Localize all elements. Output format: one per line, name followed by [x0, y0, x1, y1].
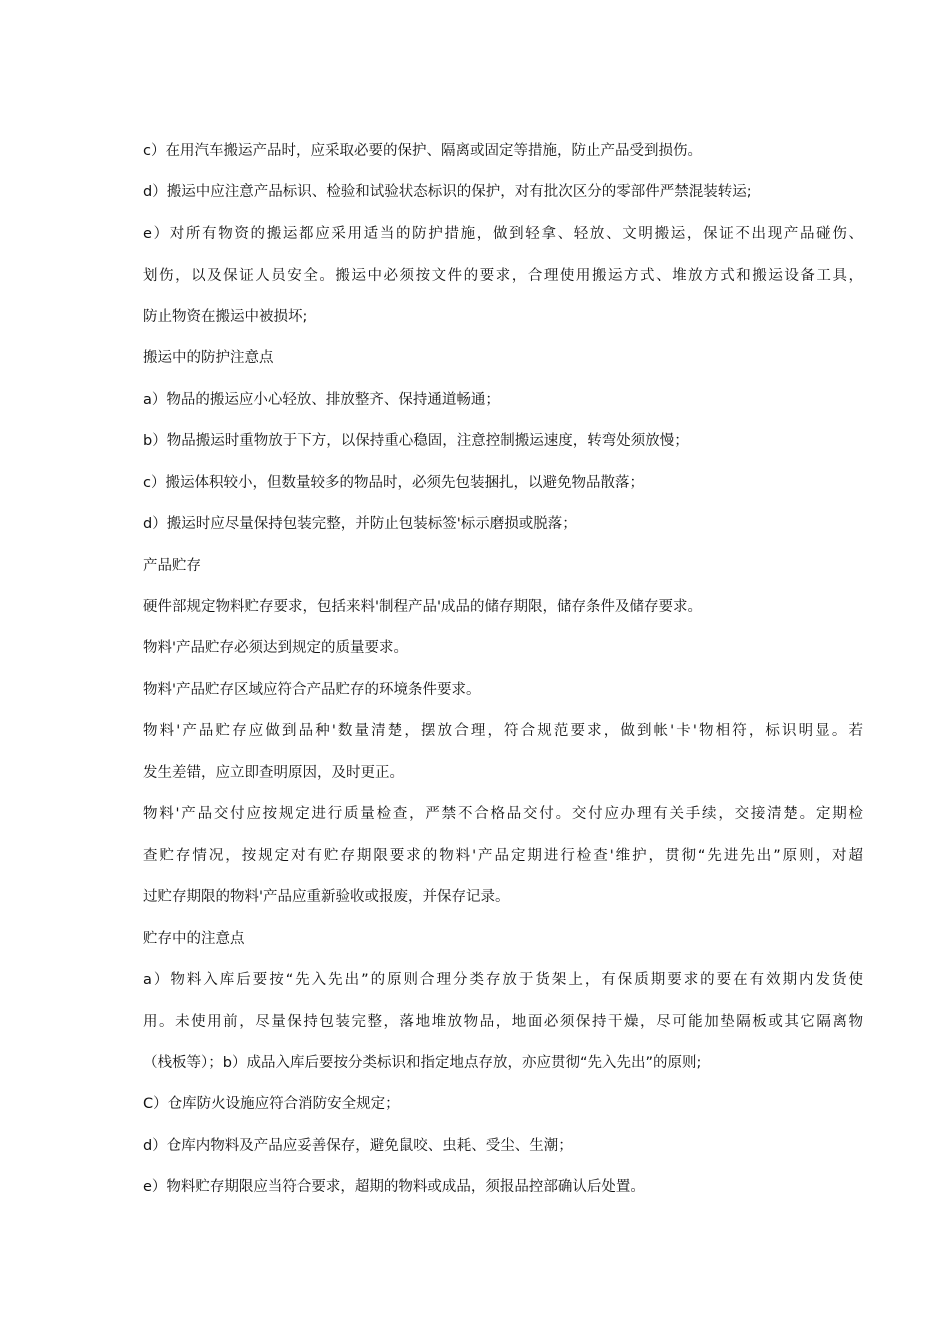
text-line: 划伤，以及保证人员安全。搬运中必须按文件的要求，合理使用搬运方式、堆放方式和搬运设备工具， [143, 268, 863, 284]
text-line: a）物品的搬运应小心轻放、排放整齐、保持通道畅通； [143, 392, 500, 408]
text-line: 发生差错，应立即查明原因，及时更正。 [143, 765, 404, 781]
text-line: （栈板等）；b）成品入库后要按分类标识和指定地点存放，亦应贯彻“先入先出”的原则; [143, 1055, 702, 1071]
text-line: 物料'产品贮存区域应符合产品贮存的环境条件要求。 [143, 682, 481, 698]
text-line: c）在用汽车搬运产品时，应采取必要的保护、隔离或固定等措施，防止产品受到损伤。 [143, 143, 702, 159]
text-line: d）搬运时应尽量保持包装完整，并防止包装标签'标示磨损或脱落； [143, 516, 577, 532]
text-line: 用。未使用前，尽量保持包装完整，落地堆放物品，地面必须保持干燥，尽可能加垫隔板或其它隔离物 [143, 1014, 863, 1030]
text-line: 物料'产品贮存必须达到规定的质量要求。 [143, 640, 408, 656]
text-line: d）仓库内物料及产品应妥善保存，避免鼠咬、虫耗、受尘、生潮； [143, 1138, 573, 1154]
text-line: a）物料入库后要按“先入先出”的原则合理分类存放于货架上，有保质期要求的要在有效期内发货使 [143, 972, 863, 988]
text-line: 物料'产品交付应按规定进行质量检查，严禁不合格品交付。交付应办理有关手续，交接清楚。定期检 [143, 806, 863, 822]
text-line: c）搬运体积较小，但数量较多的物品时，必须先包装捆扎，以避免物品散落； [143, 475, 644, 491]
text-line: e）物料贮存期限应当符合要求，超期的物料或成品，须报品控部确认后处置。 [143, 1179, 645, 1195]
section-heading: 搬运中的防护注意点 [143, 350, 274, 366]
text-line: 过贮存期限的物料'产品应重新验收或报废，并保存记录。 [143, 889, 510, 905]
text-line: d）搬运中应注意产品标识、检验和试验状态标识的保护，对有批次区分的零部件严禁混装转运; [143, 184, 752, 200]
text-line: 防止物资在搬运中被损坏; [143, 309, 308, 325]
text-line: e）对所有物资的搬运都应采用适当的防护措施，做到轻拿、轻放、文明搬运，保证不出现产品碰伤、 [143, 226, 863, 242]
text-line: b）物品搬运时重物放于下方，以保持重心稳固，注意控制搬运速度，转弯处须放慢； [143, 433, 689, 449]
text-line: 查贮存情况，按规定对有贮存期限要求的物料'产品定期进行检查'维护，贯彻“先进先出”原则，对超 [143, 848, 863, 864]
text-line: 硬件部规定物料贮存要求，包括来料'制程产品'成品的储存期限，储存条件及储存要求。 [143, 599, 702, 615]
text-line: 物料'产品贮存应做到品种'数量清楚，摆放合理，符合规范要求，做到帐'卡'物相符，标识明显。若 [143, 723, 863, 739]
section-heading: 贮存中的注意点 [143, 931, 245, 947]
section-heading: 产品贮存 [143, 558, 201, 574]
text-line: C）仓库防火设施应符合消防安全规定； [143, 1096, 400, 1112]
